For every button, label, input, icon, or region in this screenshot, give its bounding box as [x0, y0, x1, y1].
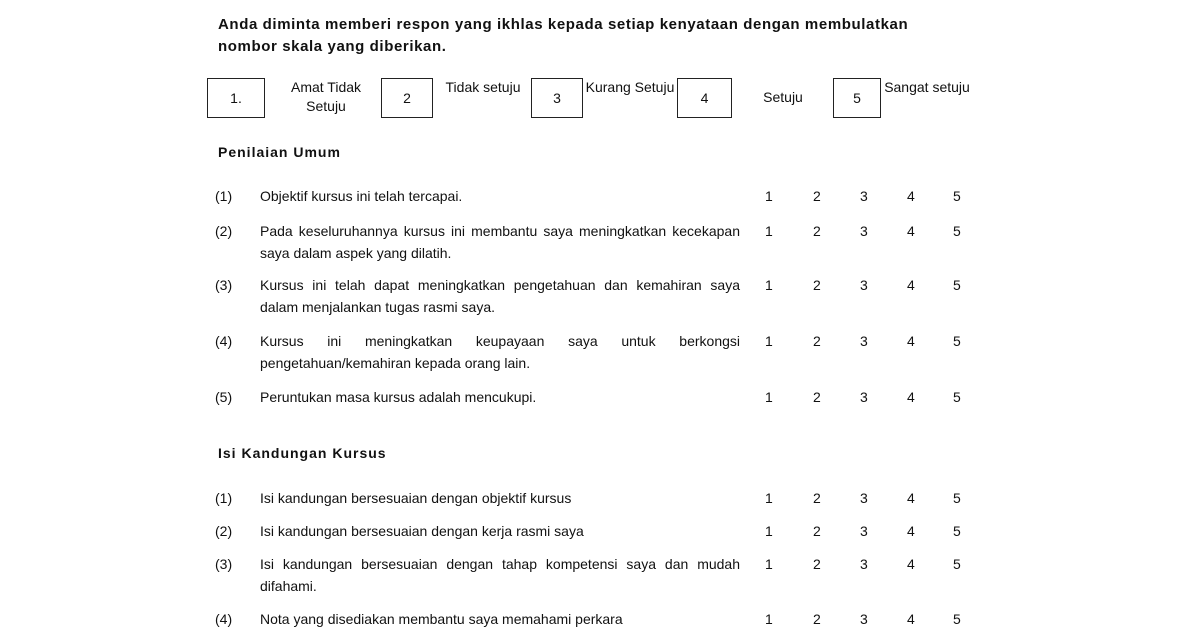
scale-option-4[interactable]: 4: [907, 277, 915, 293]
scale-option-1[interactable]: 1: [765, 389, 773, 405]
scale-option-3[interactable]: 3: [860, 333, 868, 349]
scale-option-1[interactable]: 1: [765, 333, 773, 349]
question-number: (4): [215, 333, 233, 349]
scale-option-2[interactable]: 2: [813, 277, 821, 293]
legend-box-3: 3: [531, 78, 583, 118]
scale-option-1[interactable]: 1: [765, 556, 773, 572]
scale-option-4[interactable]: 4: [907, 611, 915, 627]
legend-box-4: 4: [677, 78, 732, 118]
scale-option-4[interactable]: 4: [907, 333, 915, 349]
scale-option-1[interactable]: 1: [765, 611, 773, 627]
scale-option-2[interactable]: 2: [813, 389, 821, 405]
scale-option-2[interactable]: 2: [813, 556, 821, 572]
legend-label-5: Sangat setuju: [884, 79, 970, 95]
question-number: (3): [215, 277, 233, 293]
scale-option-5[interactable]: 5: [953, 389, 961, 405]
legend-label-3: Kurang Setuju: [585, 79, 675, 95]
scale-option-1[interactable]: 1: [765, 523, 773, 539]
question-number: (2): [215, 223, 233, 239]
question-number: (4): [215, 611, 233, 627]
scale-option-4[interactable]: 4: [907, 490, 915, 506]
legend-label-4: Setuju: [763, 89, 803, 105]
scale-option-5[interactable]: 5: [953, 611, 961, 627]
scale-option-5[interactable]: 5: [953, 277, 961, 293]
scale-option-5[interactable]: 5: [953, 223, 961, 239]
scale-option-4[interactable]: 4: [907, 223, 915, 239]
question-text: Isi kandungan bersesuaian dengan tahap kompetensi saya dan mudah difahami.: [260, 556, 740, 594]
scale-option-3[interactable]: 3: [860, 277, 868, 293]
scale-option-1[interactable]: 1: [765, 277, 773, 293]
question-number: (5): [215, 389, 233, 405]
legend-label-1: Amat Tidak Setuju: [290, 79, 362, 114]
scale-option-3[interactable]: 3: [860, 490, 868, 506]
question-number: (1): [215, 490, 233, 506]
scale-option-2[interactable]: 2: [813, 490, 821, 506]
scale-option-3[interactable]: 3: [860, 611, 868, 627]
section-title-penilaian-umum: Penilaian Umum: [218, 144, 341, 160]
question-text: Peruntukan masa kursus adalah mencukupi.: [260, 389, 537, 405]
section-title-isi-kandungan: Isi Kandungan Kursus: [218, 445, 387, 461]
scale-option-2[interactable]: 2: [813, 188, 821, 204]
scale-option-2[interactable]: 2: [813, 611, 821, 627]
scale-option-5[interactable]: 5: [953, 490, 961, 506]
scale-option-2[interactable]: 2: [813, 523, 821, 539]
question-text: Isi kandungan bersesuaian dengan objektif kursus: [260, 490, 572, 506]
scale-option-5[interactable]: 5: [953, 188, 961, 204]
scale-option-3[interactable]: 3: [860, 523, 868, 539]
legend-box-2: 2: [381, 78, 433, 118]
scale-option-1[interactable]: 1: [765, 188, 773, 204]
scale-option-3[interactable]: 3: [860, 223, 868, 239]
question-text: Kursus ini telah dapat meningkatkan pengetahuan dan kemahiran saya dalam menjalankan tugas rasmi saya.: [260, 277, 740, 315]
scale-option-4[interactable]: 4: [907, 523, 915, 539]
scale-option-4[interactable]: 4: [907, 389, 915, 405]
scale-option-2[interactable]: 2: [813, 333, 821, 349]
legend-box-1: 1.: [207, 78, 265, 118]
legend-box-5: 5: [833, 78, 881, 118]
question-text: Pada keseluruhannya kursus ini membantu saya meningkatkan kecekapan saya dalam aspek yang dilatih.: [260, 223, 740, 261]
instructions-text: Anda diminta memberi respon yang ikhlas kepada setiap kenyataan dengan membulatkan nombor skala yang diberikan.: [218, 16, 909, 55]
scale-option-1[interactable]: 1: [765, 490, 773, 506]
question-text: Objektif kursus ini telah tercapai.: [260, 188, 463, 204]
scale-option-4[interactable]: 4: [907, 188, 915, 204]
question-number: (1): [215, 188, 233, 204]
scale-option-3[interactable]: 3: [860, 556, 868, 572]
question-text: Kursus ini meningkatkan keupayaan saya untuk berkongsi pengetahuan/kemahiran kepada orang lain.: [260, 333, 740, 371]
scale-option-5[interactable]: 5: [953, 556, 961, 572]
scale-option-1[interactable]: 1: [765, 223, 773, 239]
scale-option-5[interactable]: 5: [953, 523, 961, 539]
question-text: Isi kandungan bersesuaian dengan kerja rasmi saya: [260, 523, 584, 539]
scale-option-2[interactable]: 2: [813, 223, 821, 239]
scale-option-5[interactable]: 5: [953, 333, 961, 349]
question-number: (3): [215, 556, 233, 572]
question-text: Nota yang disediakan membantu saya memahami perkara: [260, 611, 623, 627]
question-number: (2): [215, 523, 233, 539]
scale-option-3[interactable]: 3: [860, 389, 868, 405]
scale-option-3[interactable]: 3: [860, 188, 868, 204]
scale-option-4[interactable]: 4: [907, 556, 915, 572]
legend-label-2: Tidak setuju: [445, 79, 521, 95]
